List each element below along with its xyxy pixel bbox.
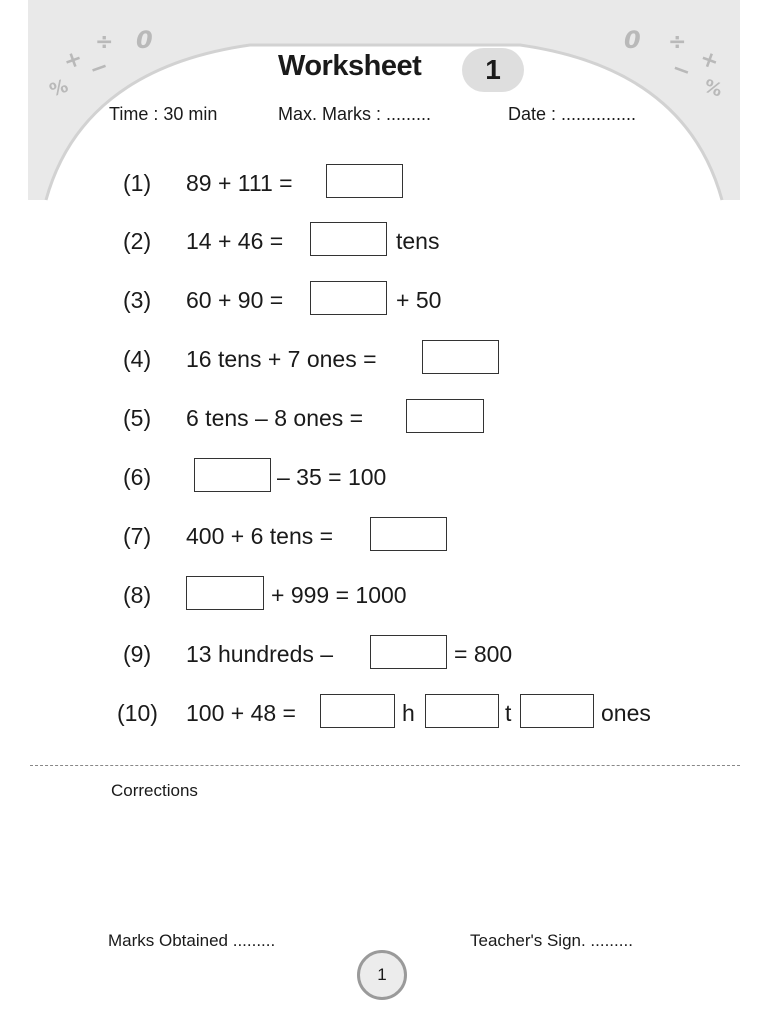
question-3: [0, 281, 768, 319]
corrections-label: Corrections: [111, 781, 198, 800]
question-text-suffix: tens: [396, 228, 440, 254]
answer-box[interactable]: [310, 222, 387, 256]
answer-box[interactable]: [370, 517, 447, 551]
percent-symbol-icon: %: [700, 75, 726, 102]
question-text: + 999 = 1000: [271, 582, 407, 608]
teacher-sign-label: Teacher's Sign. .........: [470, 931, 633, 950]
question-text: 89 + 111 =: [186, 170, 293, 196]
ones-label: ones: [601, 700, 651, 726]
question-9: [0, 635, 768, 673]
question-text: 13 hundreds –: [186, 641, 334, 667]
plus-symbol-icon: +: [696, 45, 723, 76]
page-number-badge: 1: [357, 950, 407, 1000]
question-5: [0, 399, 768, 437]
minus-symbol-icon: −: [86, 53, 113, 84]
question-text-suffix: = 800: [454, 641, 513, 667]
question-text: 16 tens + 7 ones =: [186, 346, 377, 372]
minus-symbol-icon: −: [668, 55, 695, 86]
answer-box[interactable]: [422, 340, 499, 374]
time-label: Time : 30 min: [109, 104, 218, 124]
divide-symbol-icon: ÷: [95, 30, 114, 55]
tens-answer-box[interactable]: [425, 694, 499, 728]
marks-obtained-label: Marks Obtained .........: [108, 931, 276, 950]
plus-symbol-icon: +: [60, 45, 87, 76]
zero-symbol-icon: 0: [136, 26, 153, 54]
question-text: 400 + 6 tens =: [186, 523, 334, 549]
question-text: – 35 = 100: [277, 464, 387, 490]
answer-box[interactable]: [194, 458, 271, 492]
zero-symbol-icon: 0: [624, 26, 641, 54]
question-8: [0, 576, 768, 614]
question-number: (2): [123, 228, 152, 254]
percent-symbol-icon: %: [46, 75, 72, 102]
answer-box[interactable]: [186, 576, 264, 610]
ones-answer-box[interactable]: [520, 694, 594, 728]
answer-box[interactable]: [310, 281, 387, 315]
question-6: [0, 458, 768, 496]
question-text: 14 + 46 =: [186, 228, 284, 254]
question-7: [0, 517, 768, 555]
answer-box[interactable]: [326, 164, 403, 198]
question-number: (3): [123, 287, 152, 313]
question-number: (7): [123, 523, 152, 549]
section-divider: [30, 765, 740, 766]
max-marks-label: Max. Marks : .........: [278, 104, 432, 124]
question-number: (4): [123, 346, 152, 372]
hundreds-answer-box[interactable]: [320, 694, 395, 728]
question-text: 100 + 48 =: [186, 700, 296, 726]
question-10: [0, 694, 768, 732]
tens-label: t: [505, 700, 512, 726]
answer-box[interactable]: [370, 635, 447, 669]
question-text-suffix: + 50: [396, 287, 442, 313]
question-number: (10): [117, 700, 158, 726]
question-text: 60 + 90 =: [186, 287, 284, 313]
question-number: (6): [123, 464, 152, 490]
question-2: [0, 222, 768, 260]
worksheet-title: Worksheet: [278, 50, 422, 82]
answer-box[interactable]: [406, 399, 484, 433]
question-1: [0, 164, 768, 202]
question-number: (5): [123, 405, 152, 431]
question-4: [0, 340, 768, 378]
question-number: (1): [123, 170, 152, 196]
divide-symbol-icon: ÷: [668, 30, 687, 55]
question-number: (9): [123, 641, 152, 667]
date-label: Date : ...............: [508, 104, 637, 124]
worksheet-number-badge: 1: [462, 48, 524, 92]
question-text: 6 tens – 8 ones =: [186, 405, 364, 431]
question-number: (8): [123, 582, 152, 608]
hundreds-label: h: [402, 700, 415, 726]
